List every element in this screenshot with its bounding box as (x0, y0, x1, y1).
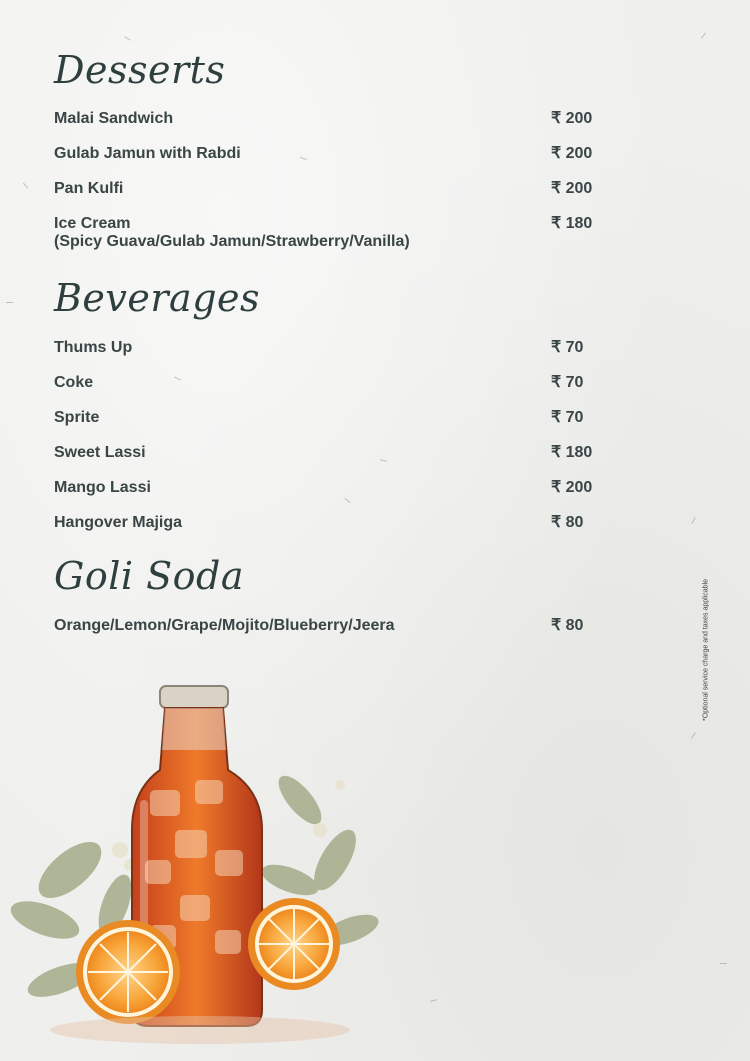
section-title-goli-soda: Goli Soda (54, 554, 245, 598)
item-price: ₹ 80 (551, 617, 584, 634)
section-title-desserts: Desserts (54, 48, 226, 92)
item-name: Pan Kulfi (54, 180, 124, 197)
orange-half-icon (248, 898, 340, 990)
section-title-beverages: Beverages (54, 276, 261, 320)
item-description: (Spicy Guava/Gulab Jamun/Strawberry/Vanilla) (54, 233, 410, 250)
item-price: ₹ 180 (551, 444, 593, 461)
item-name: Mango Lassi (54, 479, 151, 496)
item-name: Sweet Lassi (54, 444, 146, 461)
item-name: Gulab Jamun with Rabdi (54, 145, 241, 162)
item-price: ₹ 70 (551, 374, 584, 391)
item-name: Sprite (54, 409, 100, 426)
menu-item (54, 215, 599, 251)
menu-item (54, 110, 599, 128)
orange-slice-icon (76, 920, 180, 1024)
menu-item (54, 514, 599, 532)
menu-item (54, 409, 599, 427)
menu-item (54, 374, 599, 392)
menu-item (54, 339, 599, 357)
service-charge-note: *Optional service charge and taxes applicable (702, 578, 710, 722)
menu-item (54, 180, 599, 198)
item-name: Ice Cream (54, 215, 131, 232)
item-price: ₹ 80 (551, 514, 584, 531)
menu-item (54, 145, 599, 163)
menu-item (54, 479, 599, 497)
item-name: Malai Sandwich (54, 110, 174, 127)
item-price: ₹ 70 (551, 409, 584, 426)
item-name: Orange/Lemon/Grape/Mojito/Blueberry/Jeera (54, 617, 395, 634)
item-price: ₹ 180 (551, 215, 593, 232)
item-name: Hangover Majiga (54, 514, 183, 531)
item-price: ₹ 200 (551, 145, 593, 162)
menu-item (54, 617, 599, 635)
item-price: ₹ 200 (551, 479, 593, 496)
item-price: ₹ 200 (551, 110, 593, 127)
item-price: ₹ 70 (551, 339, 584, 356)
item-price: ₹ 200 (551, 180, 593, 197)
item-name: Coke (54, 374, 94, 391)
item-name: Thums Up (54, 339, 133, 356)
soda-bottle-illustration (0, 680, 390, 1061)
menu-item (54, 444, 599, 462)
